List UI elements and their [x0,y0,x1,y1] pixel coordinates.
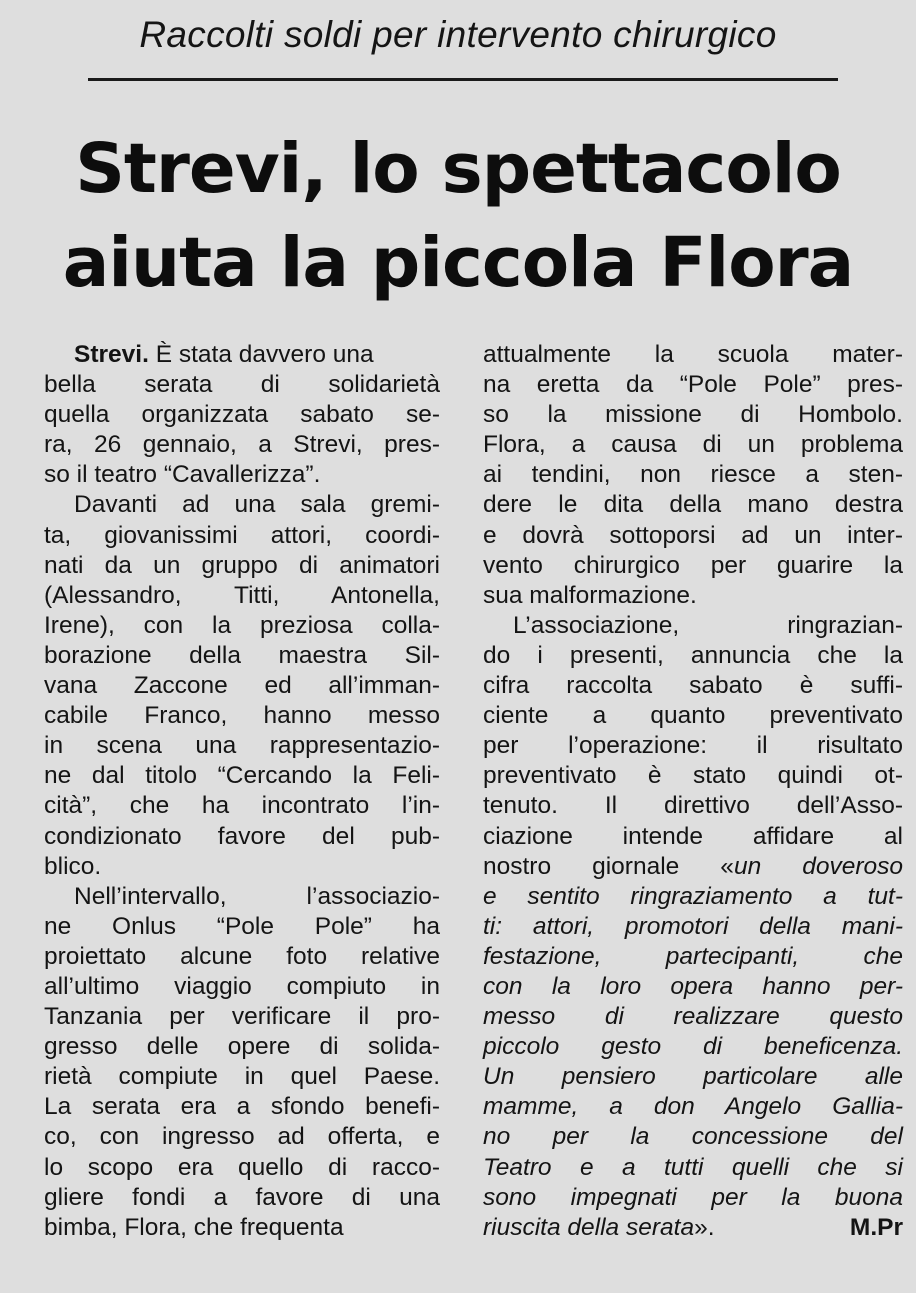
headline [0,122,916,310]
article-line: ra, 26 gennaio, a Strevi, pres- [44,431,440,459]
article-line: nati da un gruppo di animatori [44,551,440,579]
article-line: festazione, partecipanti, che [483,942,903,970]
article-line-text: nostro giornale « [483,852,734,880]
article-column-right [483,340,903,1243]
author-signature: M.Pr [849,1213,903,1241]
quote-italic-text: un doveroso [733,852,903,880]
article-line: cità”, che ha incontrato l’in- [44,792,440,820]
article-line: Tanzania per verificare il pro- [44,1003,440,1031]
article-line: Flora, a causa di un problema [483,431,903,459]
article-line: ne dal titolo “Cercando la Feli- [44,762,440,790]
article-line: tenuto. Il direttivo dell’Asso- [483,792,903,820]
article-line: messo di realizzare questo [483,1003,903,1031]
article-line: ciente a quanto preventivato [483,702,903,730]
article-line-dateline [44,340,440,370]
article-line: so il teatro “Cavallerizza”. [44,461,321,489]
article-line: cabile Franco, hanno messo [44,702,440,730]
article-line: ne Onlus “Pole Pole” ha [44,912,440,940]
article-line: bella serata di solidarietà [44,371,440,399]
article-line: dere le dita della mano destra [483,491,903,519]
article-line: proiettato alcune foto relative [44,942,440,970]
article-line: Teatro e a tutti quelli che si [483,1153,903,1181]
article-line: gliere fondi a favore di una [44,1183,440,1211]
article-line: cifra raccolta sabato è suffi- [483,672,903,700]
article-line: ta, giovanissimi attori, coordi- [44,521,440,549]
article-line: rietà compiute in quel Paese. [44,1063,440,1091]
article-line: ti: attori, promotori della mani- [483,912,903,940]
headline-line-1: Strevi, lo spettacolo [75,129,841,209]
article-line: co, con ingresso ad offerta, e [44,1123,440,1151]
article-line: preventivato è stato quindi ot- [483,762,903,790]
article-line: all’ultimo viaggio compiuto in [44,972,440,1000]
article-line: ai tendini, non riesce a sten- [483,461,903,489]
article-line: L’associazione, ringrazian- [513,611,903,639]
article-line: sua malformazione. [483,581,697,609]
article-line: bimba, Flora, che frequenta [44,1213,344,1241]
article-line: condizionato favore del pub- [44,822,440,850]
article-line: (Alessandro, Titti, Antonella, [44,581,440,609]
article-line: do i presenti, annuncia che la [483,641,903,669]
article-line: vento chirurgico per guarire la [483,551,903,579]
article-line: e sentito ringraziamento a tut- [483,882,903,910]
article-line: vana Zaccone ed all’imman- [44,672,440,700]
kicker: Raccolti soldi per intervento chirurgico [139,14,777,55]
article-line: Nell’intervallo, l’associazio- [74,882,440,910]
article-column-left [44,340,440,1243]
article-line: quella organizzata sabato se- [44,401,440,429]
article-line: attualmente la scuola mater- [483,341,903,368]
article-line: riuscita della serata». M.Pr [483,1213,903,1243]
article-line: blico. [44,852,102,880]
article-line: Irene), con la preziosa colla- [44,611,440,639]
article-line: in scena una rappresentazio- [44,732,440,760]
article-line: per l’operazione: il risultato [483,732,903,760]
article-line-quote-start [483,852,903,882]
article-line: La serata era a sfondo benefi- [44,1093,440,1121]
article-line: gresso delle opere di solida- [44,1033,440,1061]
article-line: Un pensiero particolare alle [483,1063,903,1091]
article-line: sono impegnati per la buona [483,1183,903,1211]
dateline: Strevi. [74,341,149,368]
headline-line-2: aiuta la piccola Flora [62,223,854,303]
article-line: ciazione intende affidare al [483,822,903,850]
divider-rule [88,78,838,81]
article-line: no per la concessione del [483,1123,903,1151]
article-line-text: È stata davvero una [148,341,374,368]
article-line: e dovrà sottoporsi ad un inter- [483,521,903,549]
article-line: con la loro opera hanno per- [483,972,903,1000]
article-line: so la missione di Hombolo. [483,401,903,429]
closing-quote: ». [694,1213,715,1241]
article-line: piccolo gesto di beneficenza. [483,1033,903,1061]
article-line: borazione della maestra Sil- [44,641,440,669]
article-line: mamme, a don Angelo Gallia- [483,1093,903,1121]
article-line: na eretta da “Pole Pole” pres- [483,371,903,399]
article-line: Davanti ad una sala gremi- [74,491,440,519]
article-line: lo scopo era quello di racco- [44,1153,440,1181]
